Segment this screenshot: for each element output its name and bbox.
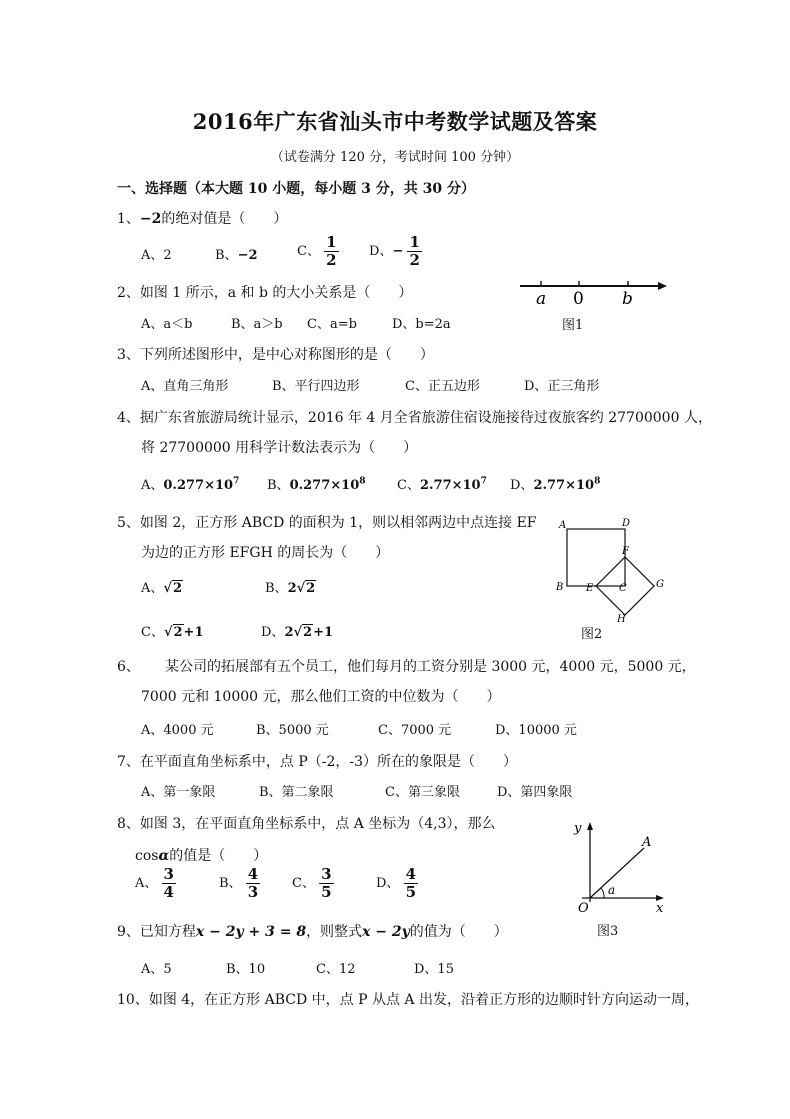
question-10-line-1: 10、如图 4，在正方形 ABCD 中，点 P 从点 A 出发，沿着正方形的边顺时针方向运动一周，	[117, 992, 699, 1008]
q2-option-a: A、a＜b	[141, 317, 193, 332]
label-A: A	[642, 835, 652, 850]
q5-option-a-label: A、	[141, 581, 164, 596]
q1-text: 的绝对值是（ ）	[161, 211, 288, 227]
frac-den: 4	[163, 883, 174, 901]
q1-option-d-fraction	[407, 234, 421, 269]
q1-option-a: A、2	[141, 248, 172, 263]
figure-2-caption: 图2	[581, 627, 603, 642]
q8-option-a-fraction	[162, 866, 176, 901]
frac-den: 2	[326, 251, 337, 269]
q8-option-a-label: A、	[135, 876, 158, 891]
q5-option-b	[265, 577, 316, 596]
q4-option-d-label: D、	[510, 478, 534, 493]
question-6-number: 6、	[117, 659, 140, 675]
q5-option-d-label: D、	[261, 625, 285, 640]
frac-den: 2	[409, 251, 420, 269]
q8-option-d-label: D、	[376, 876, 400, 891]
q9-tail: 的值为（ ）	[409, 924, 508, 940]
sqrt-icon: √2	[296, 581, 316, 596]
question-3: 3、下列所述图形中，是中心对称图形的是（ ）	[117, 347, 434, 363]
question-8-line-2	[135, 845, 267, 865]
q6-option-c: C、7000 元	[378, 723, 452, 738]
section-heading: 一、选择题（本大题 10 小题，每小题 3 分，共 30 分）	[117, 181, 475, 197]
q9-expression: x − 2y	[362, 924, 410, 940]
frac-num: 1	[409, 233, 420, 251]
frac-num: 4	[405, 865, 417, 883]
question-5-line-2: 为边的正方形 EFGH 的周长为（ ）	[141, 545, 390, 561]
sqrt-icon: √2	[163, 581, 182, 596]
square-abcd	[567, 529, 625, 586]
question-6-line-2: 7000 元和 10000 元，那么他们工资的中位数为（ ）	[141, 689, 501, 705]
q8-option-c-label: C、	[292, 876, 315, 891]
q2-option-d: D、b=2a	[392, 317, 451, 332]
q3-option-c: C、正五边形	[405, 379, 480, 394]
radicand: 2	[303, 625, 313, 640]
q9-option-c: C、12	[316, 962, 356, 977]
label-C: C	[619, 583, 627, 594]
figure-2-squares	[550, 512, 670, 624]
question-4-line-2: 将 27700000 用科学计数法表示为（ ）	[141, 440, 418, 456]
question-7: 7、在平面直角坐标系中，点 P（-2，-3）所在的象限是（ ）	[117, 754, 518, 770]
question-8-line-1: 8、如图 3，在平面直角坐标系中，点 A 坐标为（4,3），那么	[117, 816, 496, 832]
cos-label: cos	[135, 848, 159, 864]
radicand: 2	[173, 625, 183, 640]
q2-option-c: C、a=b	[307, 317, 357, 332]
q4-option-a-value: 0.277×10	[163, 478, 234, 493]
question-6-line-1: 某公司的拓展部有五个员工，他们每月的工资分别是 3000 元，4000 元，5000 元，	[165, 659, 696, 675]
q9-equation: x − 2y + 3 = 8	[195, 924, 307, 940]
q8-option-b-label: B、	[219, 876, 242, 891]
frac-num: 3	[321, 865, 332, 883]
q5-option-d	[261, 621, 333, 640]
q4-option-c	[397, 474, 487, 493]
q4-option-a-label: A、	[141, 478, 164, 493]
q9-option-d: D、15	[414, 962, 454, 977]
q1-option-c-label: C、	[297, 244, 320, 259]
frac-den: 5	[321, 883, 332, 901]
question-5-line-1: 5、如图 2，正方形 ABCD 的面积为 1，则以相邻两边中点连接 EF	[117, 515, 537, 531]
q6-option-d: D、10000 元	[495, 723, 577, 738]
frac-num: 4	[247, 865, 259, 883]
q1-option-b	[215, 244, 258, 263]
figure-1-caption: 图1	[562, 318, 584, 333]
q5-option-d-tail: +1	[313, 625, 334, 640]
frac-den: 3	[247, 883, 259, 901]
q1-option-c-fraction	[324, 234, 338, 269]
exam-subtitle: （试卷满分 120 分，考试时间 100 分钟）	[270, 150, 520, 165]
q4-option-c-exp: 7	[480, 476, 487, 487]
q9-pre: 9、已知方程	[117, 924, 196, 940]
label-E: E	[586, 583, 594, 594]
question-9	[117, 921, 508, 941]
figure-1-number-line	[515, 272, 675, 312]
frac-num: 1	[326, 233, 337, 251]
q4-option-d	[510, 474, 600, 493]
frac-den: 5	[405, 883, 417, 901]
arrow-head-icon	[658, 282, 667, 290]
q5-option-b-label: B、	[265, 581, 288, 596]
q8-option-c-fraction	[319, 866, 333, 901]
label-b: b	[622, 289, 633, 309]
q1-option-b-label: B、	[215, 248, 238, 263]
q1-option-b-value: −2	[237, 248, 258, 263]
q7-option-a: A、第一象限	[141, 785, 216, 800]
sqrt-icon: √2	[293, 625, 313, 640]
q3-option-b: B、平行四边形	[272, 379, 360, 394]
label-x: x	[656, 901, 664, 916]
label-O: O	[578, 901, 589, 916]
q7-option-b: B、第二象限	[259, 785, 334, 800]
y-arrow-icon	[587, 822, 593, 830]
q8-option-b	[219, 866, 260, 901]
label-D: D	[622, 518, 631, 529]
q6-option-b: B、5000 元	[256, 723, 329, 738]
question-4-line-1: 4、据广东省旅游局统计显示，2016 年 4 月全省旅游住宿设施接待过夜旅客约 27700000 人，	[117, 410, 712, 426]
q4-option-a	[141, 474, 239, 493]
label-G: G	[656, 579, 664, 590]
alpha-symbol: α	[158, 848, 170, 864]
q1-option-d	[369, 234, 422, 269]
question-1	[117, 208, 287, 228]
q1-option-d-label: D、	[369, 244, 393, 259]
q4-option-b-value: 0.277×10	[289, 478, 360, 493]
q9-option-a: A、5	[141, 962, 172, 977]
question-2: 2、如图 1 所示，a 和 b 的大小关系是（ ）	[117, 285, 413, 301]
label-a: a	[536, 289, 547, 309]
angle-arc	[601, 888, 604, 898]
q4-option-c-label: C、	[397, 478, 420, 493]
q9-option-b: B、10	[226, 962, 266, 977]
label-A: A	[559, 520, 567, 531]
q8-option-c	[292, 866, 334, 901]
q1-value: −2	[139, 211, 162, 227]
q5-option-c-tail: +1	[183, 625, 204, 640]
label-y: y	[574, 821, 582, 836]
q7-option-d: D、第四象限	[497, 785, 573, 800]
radicand: 2	[306, 581, 316, 596]
figure-3-caption: 图3	[597, 924, 619, 939]
label-alpha: a	[608, 883, 616, 897]
ray-OA	[590, 848, 644, 898]
radicand: 2	[172, 581, 182, 596]
q1-option-c	[297, 234, 339, 269]
label-H: H	[617, 614, 626, 624]
q4-option-d-exp: 8	[594, 476, 601, 487]
q2-option-b: B、a＞b	[231, 317, 283, 332]
q7-option-c: C、第三象限	[385, 785, 460, 800]
q5-option-c-label: C、	[141, 625, 164, 640]
label-F: F	[622, 546, 629, 557]
label-0: 0	[573, 289, 584, 309]
q8-option-d-fraction	[404, 866, 418, 901]
frac-num: 3	[163, 865, 174, 883]
q4-option-b-label: B、	[267, 478, 290, 493]
q8-option-d	[376, 866, 418, 901]
q5-option-b-coef: 2	[287, 581, 297, 596]
q1-number: 1、	[117, 211, 140, 227]
q4-option-a-exp: 7	[233, 476, 240, 487]
minus-sign: −	[392, 244, 404, 259]
figure-3-coordinate-plane	[568, 818, 672, 918]
q6-option-a: A、4000 元	[141, 723, 214, 738]
q8-option-b-fraction	[246, 866, 260, 901]
q5-option-a	[141, 577, 183, 596]
q5-option-d-coef: 2	[284, 625, 294, 640]
q3-option-a: A、直角三角形	[141, 379, 229, 394]
page-title: 2016年广东省汕头市中考数学试题及答案	[192, 109, 598, 134]
q5-option-c	[141, 621, 204, 640]
q4-option-b-exp: 8	[359, 476, 366, 487]
q3-option-d: D、正三角形	[524, 379, 600, 394]
q4-option-d-value: 2.77×10	[533, 478, 595, 493]
q4-option-c-value: 2.77×10	[419, 478, 481, 493]
q8-text: 的值是（ ）	[169, 848, 268, 864]
q8-option-a	[135, 866, 176, 901]
label-B: B	[556, 582, 564, 593]
q9-mid: ，则整式	[306, 924, 363, 940]
sqrt-icon: √2	[163, 625, 183, 640]
q4-option-b	[267, 474, 366, 493]
